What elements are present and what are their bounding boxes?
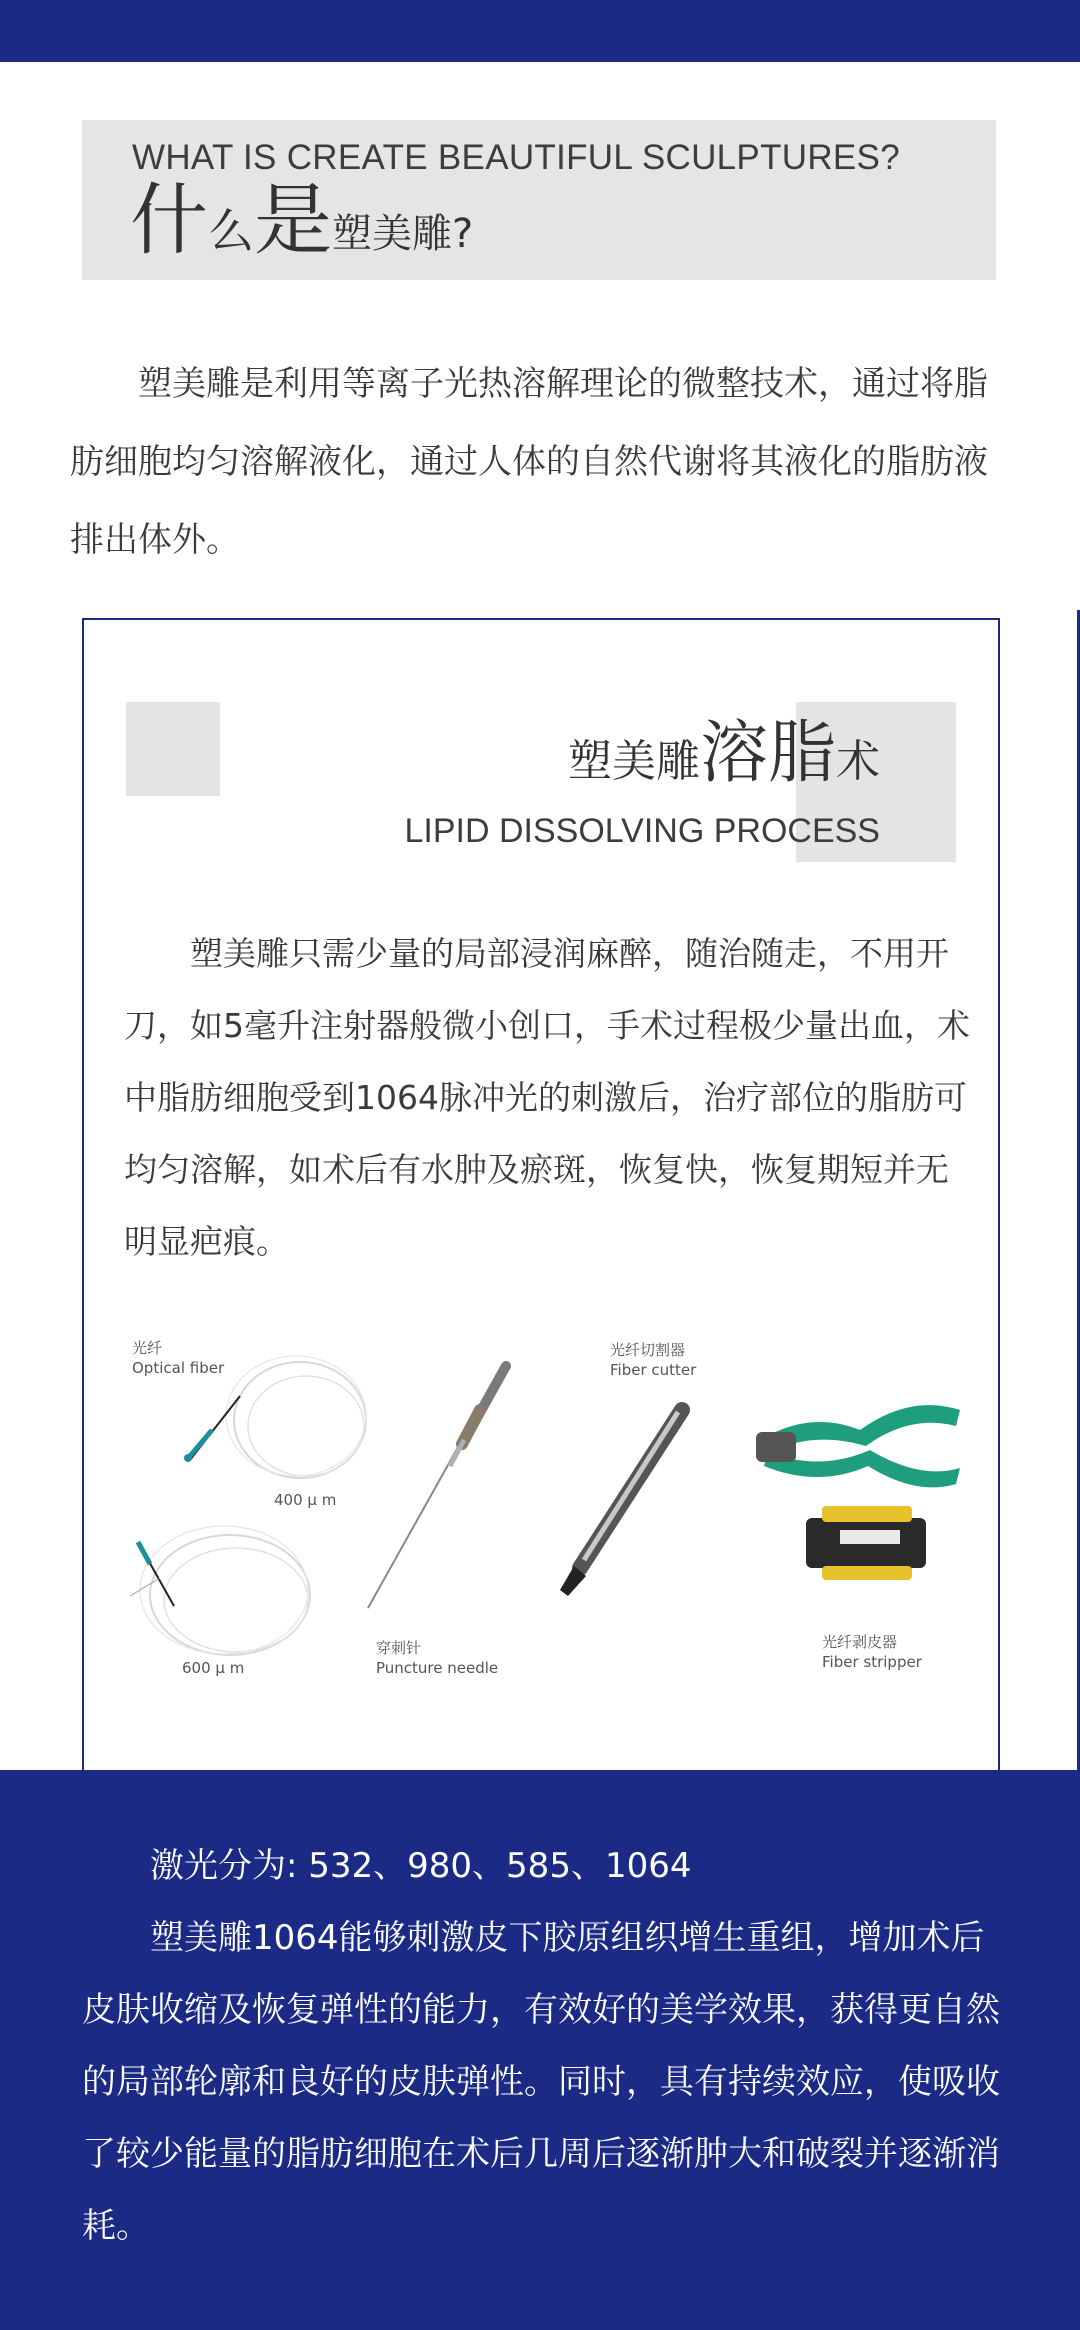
laser-wavelengths: 激光分为: 532、980、585、1064	[150, 1846, 692, 1886]
laser-paragraph: 塑美雕1064能够刺激皮下胶原组织增生重组，增加术后皮肤收缩及恢复弹性的能力，有效好的美学效果，获得更自然的局部轮廓和良好的皮肤弹性。同时，具有持续效应，使吸收了较少能量的脂肪细胞在术后几周后逐渐肿大和破裂并逐渐消耗。	[82, 1918, 1000, 2246]
title-char-4: 塑美雕?	[332, 211, 474, 257]
title-char-2: 么	[208, 204, 255, 258]
process-paragraph: 塑美雕只需少量的局部浸润麻醉，随治随走，不用开刀，如5毫升注射器般微小创口，手术过程极少量出血，术中脂肪细胞受到1064脉冲光的刺激后，治疗部位的脂肪可均匀溶解，如术后有水肿及瘀斑，恢复快，恢复期短并无明显疤痕。	[124, 934, 970, 1261]
laser-section	[0, 1770, 1080, 2330]
needle-caption	[376, 1638, 498, 1678]
process-heading-part-1: 塑美雕	[567, 736, 700, 787]
needle-label-cn: 穿刺针	[376, 1639, 422, 1657]
needle-label-en: Puncture needle	[376, 1659, 499, 1677]
cutter-label-en: Fiber cutter	[610, 1361, 697, 1379]
stripper-label-cn: 光纤剥皮器	[822, 1633, 898, 1651]
fiber-cutter-illustration	[550, 1400, 700, 1600]
title-english: WHAT IS CREATE BEAUTIFUL SCULPTURES?	[132, 138, 900, 177]
fiber-stripper-illustration	[750, 1380, 970, 1620]
decor-square-left	[126, 702, 220, 796]
intro-section	[70, 345, 1020, 579]
process-description	[124, 918, 974, 1278]
process-heading-part-3: 术	[836, 736, 880, 787]
laser-text	[82, 1830, 1002, 2262]
equipment-illustration	[120, 1320, 980, 1700]
optical-fiber-label-en: Optical fiber	[132, 1359, 225, 1377]
optical-fiber-label-cn: 光纤	[132, 1339, 163, 1357]
fiber-400-size: 400 μ m	[274, 1491, 337, 1509]
intro-paragraph: 塑美雕是利用等离子光热溶解理论的微整技术，通过将脂肪细胞均匀溶解液化，通过人体的自然代谢将其液化的脂肪液排出体外。	[70, 364, 988, 560]
cutter-caption	[610, 1340, 696, 1380]
title-char-1: 什	[130, 176, 209, 266]
stripper-caption	[822, 1632, 922, 1672]
top-banner	[0, 0, 1080, 62]
title-char-3: 是	[254, 176, 333, 266]
puncture-needle-illustration	[360, 1360, 520, 1620]
process-heading-chinese	[380, 714, 880, 793]
cutter-label-cn: 光纤切割器	[610, 1341, 686, 1359]
process-heading-english: LIPID DISSOLVING PROCESS	[404, 812, 880, 850]
stripper-label-en: Fiber stripper	[822, 1653, 922, 1671]
title-chinese	[130, 176, 474, 266]
title-box	[82, 120, 996, 280]
process-heading-part-2: 溶脂	[699, 714, 836, 793]
fiber-600-size: 600 μ m	[182, 1659, 245, 1677]
